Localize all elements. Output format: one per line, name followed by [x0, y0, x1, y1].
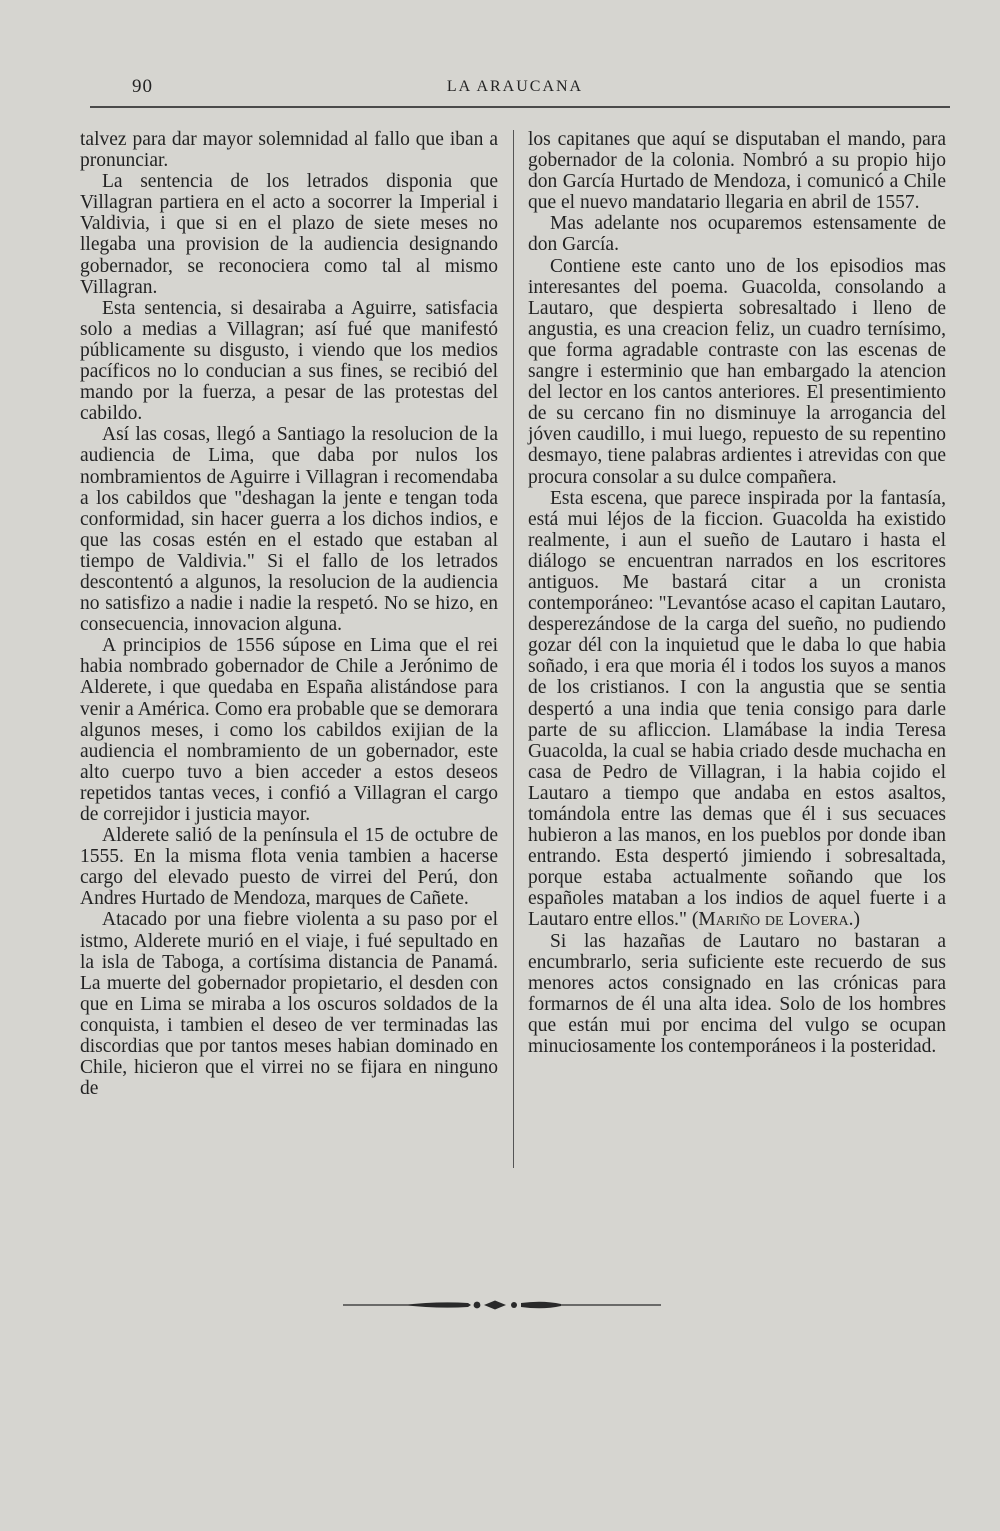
left-paragraph-2: La sentencia de los letrados disponia que Villagran partiera en el acto a socorrer la Imperial i Valdivia, i que si en el plazo de siete meses no llegaba una provision de la audiencia designando gobernador, se reconociera como tal al mismo Villagran.	[80, 171, 498, 298]
header-rule	[90, 106, 950, 108]
right-paragraph-2: Mas adelante nos ocuparemos estensamente de don García.	[528, 213, 946, 256]
left-paragraph-1: talvez para dar mayor solemnidad al fallo que iban a pronunciar.	[80, 129, 498, 172]
left-paragraph-6: Alderete salió de la península el 15 de octubre de 1555. En la misma flota venia tambien a hacerse cargo del elevado puesto de virrei del Perú, don Andres Hurtado de Mendoza, marques de Cañete.	[80, 825, 498, 910]
page-number: 90	[132, 76, 153, 97]
tailpiece-ornament-icon	[343, 1297, 663, 1313]
right-column	[528, 129, 946, 1057]
right-paragraph-5: Si las hazañas de Lautaro no bastaran a encumbrarlo, seria suficiente este recuerdo de sus menores actos consignado en las crónicas para formarnos de él una alta idea. Solo de los hombres que están mui por encima del vulgo se ocupan minuciosamente los contemporáneos i la posteridad.	[528, 930, 946, 1058]
running-title: LA ARAUCANA	[446, 78, 584, 95]
right-paragraph-3: Contiene este canto uno de los episodios mas interesantes del poema. Guacolda, consolando a Lautaro, que despierta sobresaltado i lleno de angustia, es una creacion feliz, un cuadro ternísimo, que forma agradable contraste con las escenas de sangre i esterminio que han embargado la atencion del lector en los cantos anteriores. El presentimiento de su cercano fin no disminuye la arrogancia del jóven caudillo, i mui luego, repuesto de su repentino desmayo, tiene palabras ardientes i atrevidas con que procura consolar a su dulce compañera.	[528, 255, 946, 488]
right-paragraph-1: los capitanes que aquí se disputaban el mando, para gobernador de la colonia. Nombró a su propio hijo don García Hurtado de Mendoza, i comunicó a Chile que el nuevo mandatario llegaria en abril de 1557.	[528, 129, 946, 214]
left-column	[80, 129, 498, 1099]
right-paragraph-4-text: Esta escena, que parece inspirada por la fantasía, está mui léjos de la ficcion. Guacolda ha existido realmente, i aun el sueño de Lautaro i hasta el diálogo se encuentran narrados en los escritores antiguos. Me bastará citar a un cronista contemporáneo: "Levantóse acaso el capitan Lautaro, desperezándose de la carga del sueño, no pudiendo gozar dél con la inquietud que le daba lo que habia soñado, i era que moria él i todos los suyos a manos de los cristianos. I con la angustia que se sentia despertó a una india que tenia consigo para darle parte de su afliccion. Llamábase la india Teresa Guacolda, la cual se habia criado desde muchacha en casa de Pedro de Villagran, i la habia cojido el Lautaro a tiempo que andaba en estos asaltos, tomándola entre las demas que él i sus secuaces hubieron a las manos, en los pueblos por donde iban entrando. Esta despertó jimiendo i sobresaltada, porque estaba actualmente soñando que los españoles mataban a los indios de aquel fuerte i a Lautaro entre ellos." (	[528, 487, 946, 931]
page-header	[80, 76, 950, 106]
left-paragraph-5: A principios de 1556 súpose en Lima que el rei habia nombrado gobernador de Chile a Jerónimo de Alderete, i que quedaba en España alistándose para venir a América. Como era probable que se demorara algunos meses, i como los cabildos exijian de la audiencia el nombramiento de un gobernador, este alto cuerpo tuvo a bien acceder a estos deseos repetidos tantas veces, i confió a Villagran el cargo de correjidor i justicia mayor.	[80, 635, 498, 825]
left-paragraph-4: Así las cosas, llegó a Santiago la resolucion de la audiencia de Lima, que daba por nulos los nombramientos de Aguirre i Villagran i recomendaba a los cabildos que "deshagan la jente e tengan toda conformidad, sin hacer guerra a los dichos indios, e que las cosas estén en el estado que estaban al tiempo de Valdivia." Si el fallo de los letrados descontentó a algunos, la resolucion de la audiencia no satisfizo a nadie i nadie la respetó. No se hizo, en consecuencia, innovacion alguna.	[80, 424, 498, 636]
citation-author: Mariño de Lovera.	[698, 909, 854, 931]
right-paragraph-4	[528, 488, 946, 931]
left-paragraph-3: Esta sentencia, si desairaba a Aguirre, satisfacia solo a medias a Villagran; así fué que manifestó públicamente su disgusto, i viendo que los medios pacíficos no lo conducian a sus fines, se recibió del mando por la fuerza, a pesar de las protestas del cabildo.	[80, 297, 498, 425]
column-divider	[513, 130, 514, 1168]
left-paragraph-7: Atacado por una fiebre violenta a su paso por el istmo, Alderete murió en el viaje, i fué sepultado en la isla de Taboga, a cortísima distancia de Panamá. La muerte del gobernador propietario, el desden con que en Lima se miraba a los oscuros soldados de la conquista, i tambien el deseo de ver terminadas las discordias que por tantos meses habian dominado en Chile, hicieron que el virrei no se fijara en ninguno de	[80, 909, 498, 1100]
citation-close: )	[853, 909, 860, 931]
